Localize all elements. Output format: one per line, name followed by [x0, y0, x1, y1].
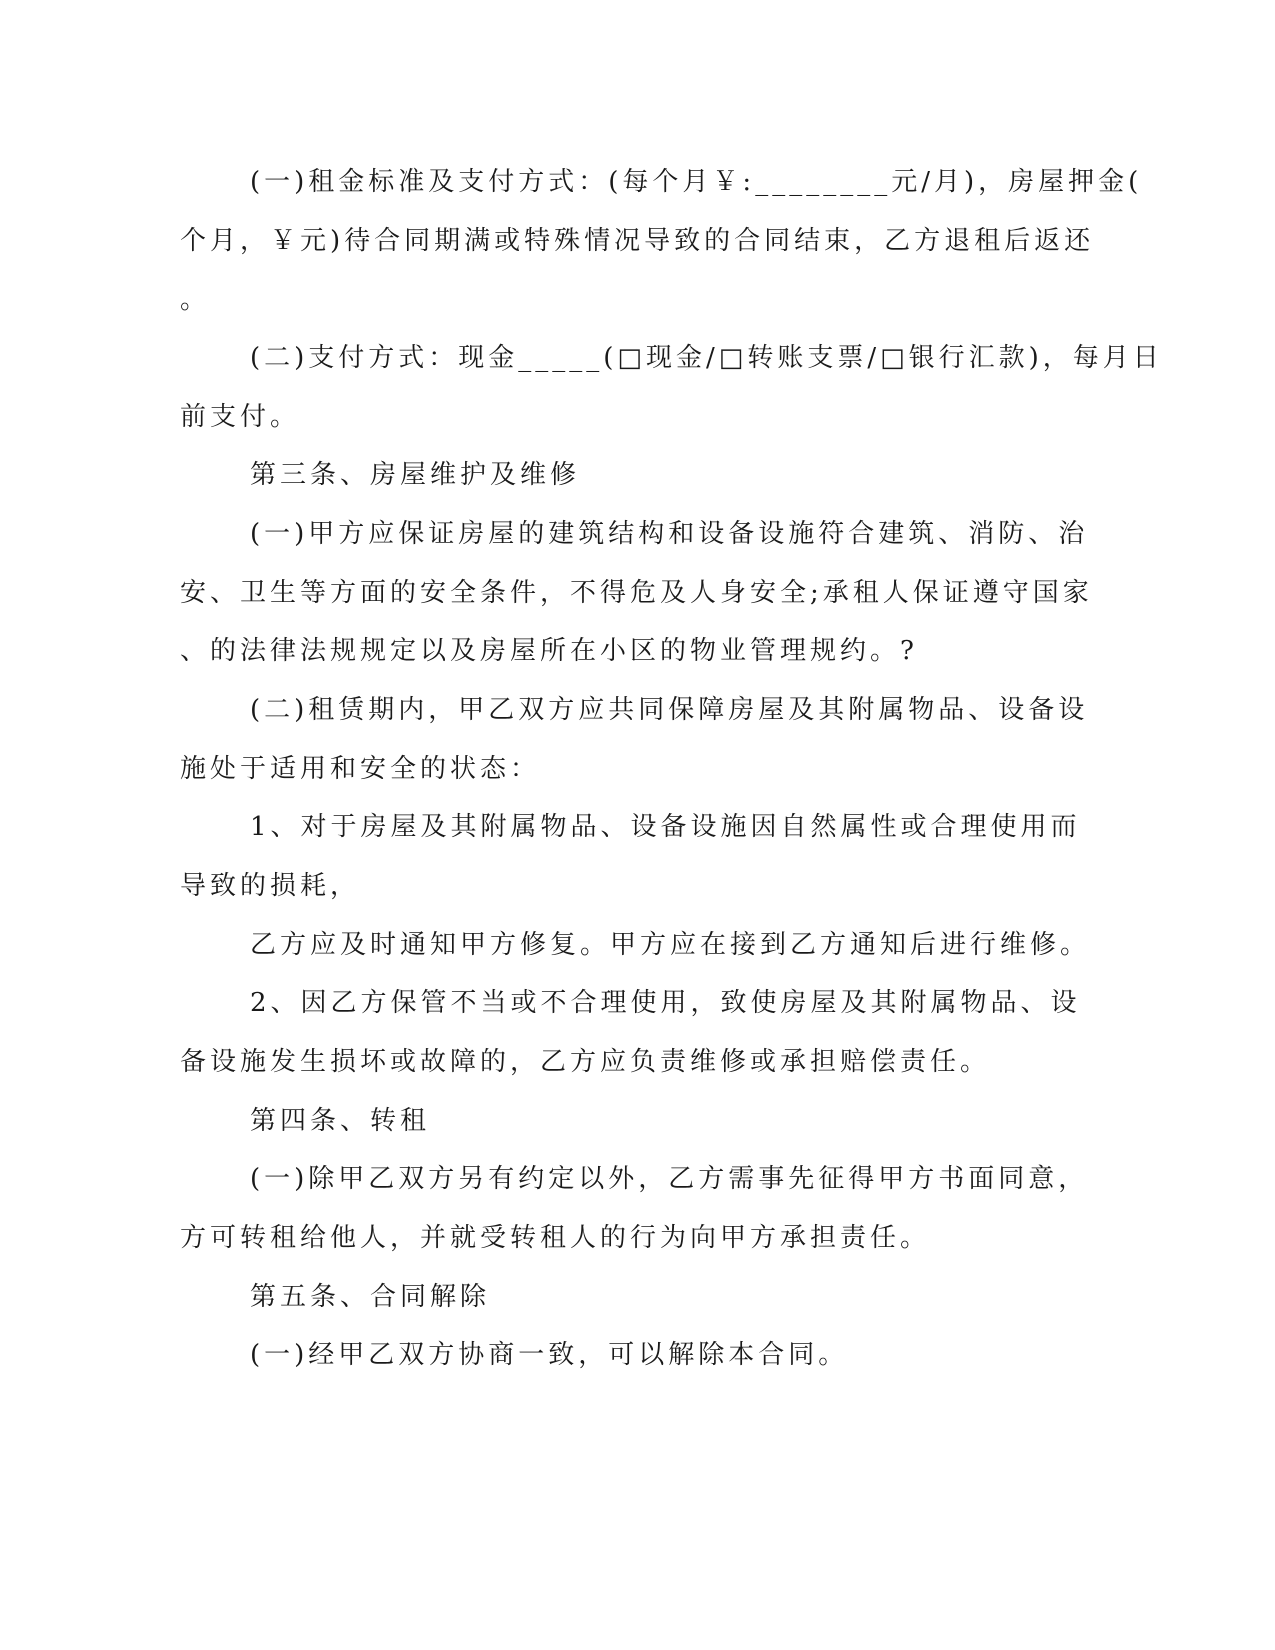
text-line: 个月，￥元)待合同期满或特殊情况导致的合同结束，乙方退租后返还: [180, 226, 1095, 256]
text-line: 前支付。: [180, 402, 301, 432]
text-line: 导致的损耗，: [180, 871, 361, 901]
text-line: 。: [180, 285, 211, 315]
section-heading: 第五条、合同解除: [250, 1282, 491, 1312]
text-line: (一)经甲乙双方协商一致，可以解除本合同。: [250, 1340, 849, 1370]
text-line: 备设施发生损坏或故障的，乙方应负责维修或承担赔偿责任。: [180, 1047, 991, 1077]
text-line: 施处于适用和安全的状态：: [180, 754, 541, 784]
text-line: (一)租金标准及支付方式：(每个月￥:________元/月)，房屋押金(: [250, 167, 1143, 197]
section-heading: 第三条、房屋维护及维修: [250, 460, 581, 490]
text-line: 乙方应及时通知甲方修复。甲方应在接到乙方通知后进行维修。: [250, 930, 1091, 960]
text-line: 2、因乙方保管不当或不合理使用，致使房屋及其附属物品、设: [250, 988, 1081, 1018]
text-line: 、的法律法规规定以及房屋所在小区的物业管理规约。?: [180, 636, 918, 666]
text-line: 安、卫生等方面的安全条件，不得危及人身安全;承租人保证遵守国家: [180, 578, 1093, 608]
section-heading: 第四条、转租: [250, 1106, 431, 1136]
text-line: (二)支付方式：现金_____(□现金/□转账支票/□银行汇款)，每月日: [250, 343, 1163, 373]
text-line: (一)甲方应保证房屋的建筑结构和设备设施符合建筑、消防、治: [250, 519, 1089, 549]
text-line: (一)除甲乙双方另有约定以外，乙方需事先征得甲方书面同意，: [250, 1164, 1089, 1194]
text-line: 1、对于房屋及其附属物品、设备设施因自然属性或合理使用而: [250, 812, 1081, 842]
text-line: (二)租赁期内，甲乙双方应共同保障房屋及其附属物品、设备设: [250, 695, 1089, 725]
text-line: 方可转租给他人，并就受转租人的行为向甲方承担责任。: [180, 1223, 931, 1253]
